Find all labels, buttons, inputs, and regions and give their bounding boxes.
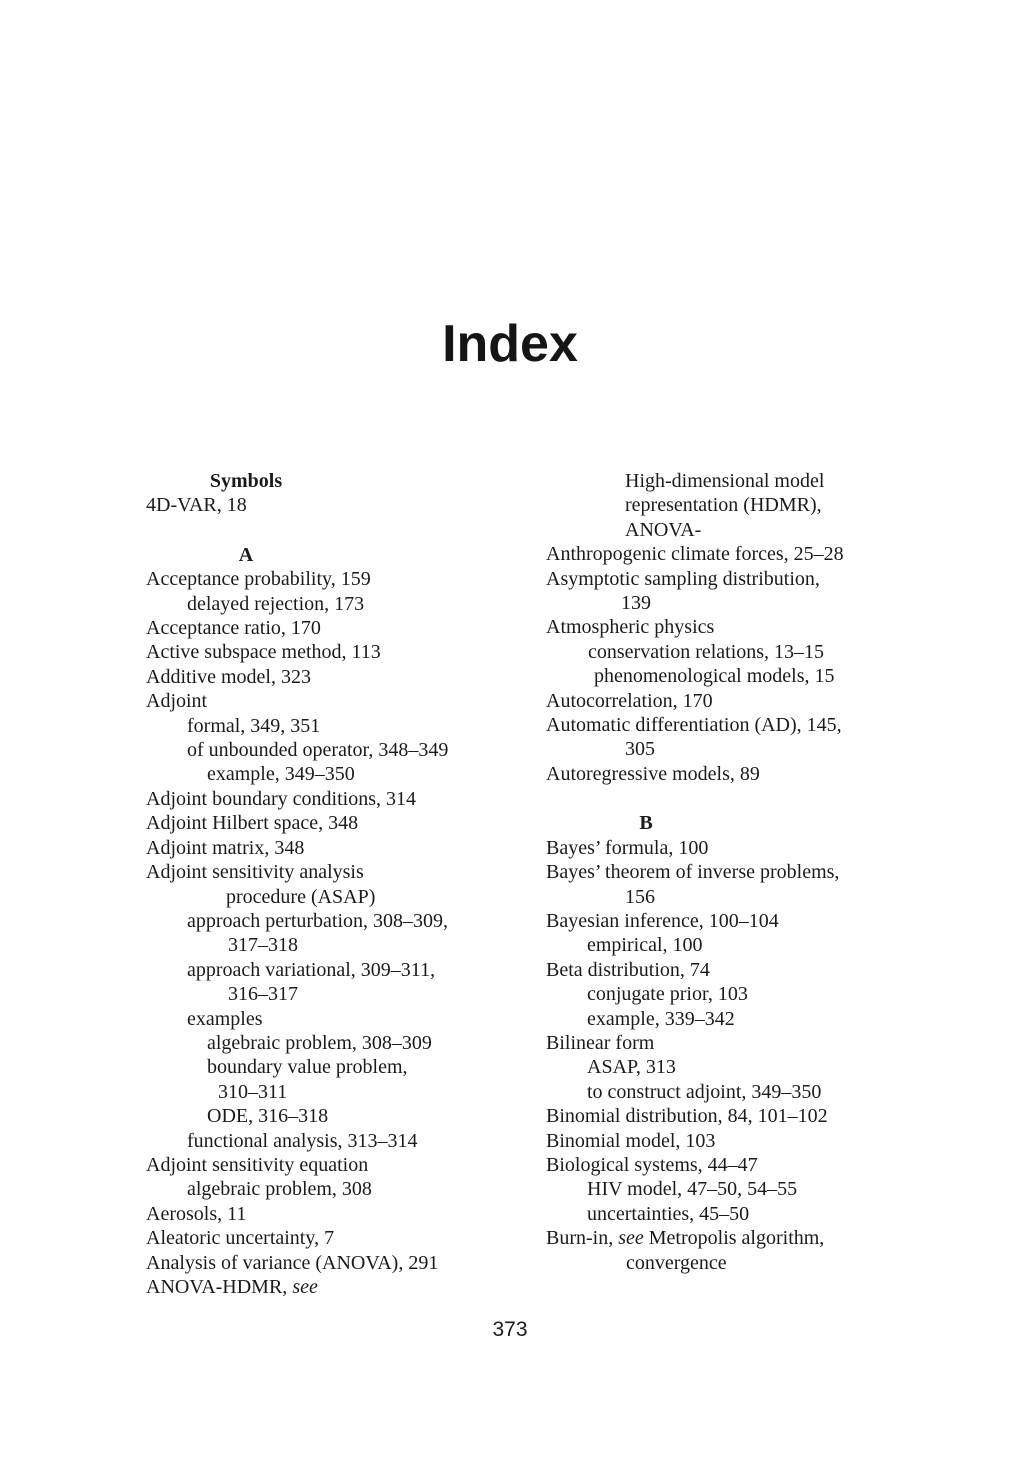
index-entry-line bbox=[546, 860, 936, 884]
index-entry-line bbox=[146, 1080, 536, 1104]
index-entry-line bbox=[546, 762, 936, 786]
entry-text: Bilinear form bbox=[546, 1031, 655, 1054]
index-entry-line bbox=[546, 885, 936, 909]
index-entry-line bbox=[546, 1104, 936, 1128]
entry-text: functional analysis, 313–314 bbox=[187, 1129, 418, 1152]
entry-text: formal, 349, 351 bbox=[187, 714, 321, 737]
index-entry-line bbox=[146, 1226, 536, 1250]
entry-text: Aleatoric uncertainty, 7 bbox=[146, 1227, 335, 1250]
index-entry-line bbox=[146, 1055, 536, 1079]
entry-text: Adjoint Hilbert space, 348 bbox=[146, 812, 359, 835]
index-entry-line bbox=[146, 762, 536, 786]
index-entry-line bbox=[146, 787, 536, 811]
page-number: 373 bbox=[492, 1318, 528, 1341]
index-entry-line bbox=[146, 811, 536, 835]
index-entry-line bbox=[146, 616, 536, 640]
entry-text: Adjoint bbox=[146, 690, 208, 713]
entry-text: 139 bbox=[621, 592, 651, 615]
index-entry-line bbox=[546, 1153, 936, 1177]
index-entry-line bbox=[146, 933, 536, 957]
entry-text: Burn-in, bbox=[546, 1227, 619, 1250]
entry-text: Binomial distribution, 84, 101–102 bbox=[546, 1105, 828, 1128]
index-entry-line bbox=[146, 592, 536, 616]
entry-text: Metropolis algorithm, bbox=[643, 1227, 825, 1250]
entry-text: of unbounded operator, 348–349 bbox=[187, 739, 449, 762]
entry-text: Binomial model, 103 bbox=[546, 1129, 716, 1152]
index-entry-line bbox=[546, 567, 936, 591]
index-entry-line bbox=[546, 1177, 936, 1201]
entry-text: approach variational, 309–311, bbox=[187, 958, 436, 981]
entry-text: ANOVA- bbox=[625, 518, 702, 541]
entry-text: 305 bbox=[625, 738, 655, 761]
entry-text: Automatic differentiation (AD), 145, bbox=[546, 714, 842, 737]
entry-text: conjugate prior, 103 bbox=[587, 983, 748, 1006]
index-entry-line bbox=[146, 665, 536, 689]
index-entry-line bbox=[546, 542, 936, 566]
index-entry-line bbox=[146, 1177, 536, 1201]
index-entry-line bbox=[546, 689, 936, 713]
entry-text: approach perturbation, 308–309, bbox=[187, 909, 449, 932]
index-entry-line bbox=[146, 1202, 536, 1226]
entry-text: A bbox=[238, 543, 254, 566]
entry-text: delayed rejection, 173 bbox=[187, 592, 365, 615]
index-entry-line bbox=[546, 493, 936, 517]
entry-text: Acceptance probability, 159 bbox=[146, 568, 371, 591]
entry-text: boundary value problem, bbox=[207, 1056, 408, 1079]
index-entry-line bbox=[146, 885, 536, 909]
entry-text: Acceptance ratio, 170 bbox=[146, 617, 321, 640]
index-entry-line bbox=[546, 1226, 936, 1250]
entry-text: Biological systems, 44–47 bbox=[546, 1153, 758, 1176]
entry-text: ANOVA-HDMR, bbox=[146, 1276, 293, 1298]
entry-text: uncertainties, 45–50 bbox=[587, 1202, 750, 1225]
entry-text: High-dimensional model bbox=[625, 470, 825, 492]
index-entry-line bbox=[546, 713, 936, 737]
cross-reference-see: see bbox=[618, 1227, 644, 1250]
index-entry-line bbox=[546, 518, 936, 542]
index-entry-line bbox=[146, 1031, 536, 1055]
index-entry-line bbox=[546, 1129, 936, 1153]
index-entry-line bbox=[546, 664, 936, 688]
index-entry-line bbox=[146, 493, 536, 517]
index-entry-line bbox=[146, 1104, 536, 1128]
entry-text: Adjoint sensitivity equation bbox=[146, 1153, 369, 1176]
entry-text: procedure (ASAP) bbox=[226, 885, 376, 908]
entry-text: algebraic problem, 308–309 bbox=[207, 1031, 432, 1054]
entry-text: 316–317 bbox=[228, 983, 298, 1006]
index-entry-line bbox=[146, 1007, 536, 1031]
entry-text: phenomenological models, 15 bbox=[594, 665, 835, 688]
index-entry-line bbox=[146, 567, 536, 591]
index-entry-line bbox=[146, 1251, 536, 1275]
entry-text: 156 bbox=[625, 885, 655, 908]
entry-text: representation (HDMR), bbox=[625, 494, 822, 517]
index-entry-line bbox=[146, 982, 536, 1006]
entry-text: examples bbox=[187, 1007, 263, 1030]
index-entry-line bbox=[546, 1031, 936, 1055]
page-title: Index bbox=[442, 315, 578, 373]
entry-text: Atmospheric physics bbox=[546, 616, 715, 639]
entry-text: Beta distribution, 74 bbox=[546, 958, 710, 981]
entry-text: Aerosols, 11 bbox=[146, 1202, 247, 1225]
index-entry-line bbox=[546, 615, 936, 639]
entry-text: 4D-VAR, 18 bbox=[146, 494, 247, 517]
entry-text: Symbols bbox=[209, 470, 283, 492]
index-entry-line bbox=[146, 909, 536, 933]
index-entry-line bbox=[546, 982, 936, 1006]
entry-text: Bayesian inference, 100–104 bbox=[546, 909, 779, 932]
entry-text: to construct adjoint, 349–350 bbox=[587, 1080, 822, 1103]
index-entry-line bbox=[546, 933, 936, 957]
entry-text: Bayes’ theorem of inverse problems, bbox=[546, 861, 840, 884]
index-entry-line bbox=[546, 737, 936, 761]
index-entry-line bbox=[146, 1275, 536, 1299]
entry-text: Autoregressive models, 89 bbox=[546, 762, 760, 785]
index-entry-line bbox=[146, 860, 536, 884]
entry-text: convergence bbox=[626, 1251, 727, 1274]
index-left-column bbox=[146, 469, 536, 1299]
index-entry-line bbox=[546, 469, 936, 493]
entry-text: Adjoint matrix, 348 bbox=[146, 836, 305, 859]
entry-text: Asymptotic sampling distribution, bbox=[546, 567, 820, 590]
entry-text: ODE, 316–318 bbox=[207, 1105, 329, 1128]
index-entry-line bbox=[546, 1080, 936, 1104]
entry-text: B bbox=[639, 812, 653, 835]
index-entry-line bbox=[546, 1007, 936, 1031]
index-entry-line bbox=[146, 836, 536, 860]
cross-reference-see: see bbox=[292, 1276, 318, 1298]
index-entry-line bbox=[546, 640, 936, 664]
entry-text: Adjoint sensitivity analysis bbox=[146, 861, 364, 884]
entry-text: conservation relations, 13–15 bbox=[588, 640, 825, 663]
entry-text: 317–318 bbox=[228, 934, 298, 957]
entry-text: Analysis of variance (ANOVA), 291 bbox=[146, 1251, 439, 1274]
index-entry-line bbox=[146, 714, 536, 738]
entry-text: empirical, 100 bbox=[587, 934, 703, 957]
index-entry-line bbox=[146, 1153, 536, 1177]
index-right-column bbox=[546, 469, 936, 1275]
index-entry-line bbox=[146, 689, 536, 713]
index-entry-line bbox=[146, 958, 536, 982]
index-entry-line bbox=[146, 738, 536, 762]
index-entry-line bbox=[546, 1202, 936, 1226]
index-entry-line bbox=[546, 1251, 936, 1275]
entry-text: HIV model, 47–50, 54–55 bbox=[587, 1178, 798, 1201]
entry-text: example, 339–342 bbox=[587, 1007, 735, 1030]
index-entry-line bbox=[546, 909, 936, 933]
index-entry-line bbox=[146, 1129, 536, 1153]
entry-text: Adjoint boundary conditions, 314 bbox=[146, 787, 416, 810]
entry-text: algebraic problem, 308 bbox=[187, 1178, 372, 1201]
index-group-heading bbox=[146, 469, 346, 493]
entry-text: Active subspace method, 113 bbox=[146, 641, 381, 664]
index-entry-line bbox=[546, 958, 936, 982]
entry-text: Anthropogenic climate forces, 25–28 bbox=[546, 543, 844, 566]
entry-text: Autocorrelation, 170 bbox=[546, 689, 713, 712]
index-group-heading bbox=[146, 543, 346, 567]
entry-text: ASAP, 313 bbox=[587, 1056, 676, 1079]
index-group-heading bbox=[546, 811, 746, 835]
index-entry-line bbox=[546, 1055, 936, 1079]
entry-text: Additive model, 323 bbox=[146, 665, 311, 688]
index-entry-line bbox=[546, 836, 936, 860]
index-entry-line bbox=[146, 640, 536, 664]
entry-text: 310–311 bbox=[218, 1080, 288, 1103]
entry-text: example, 349–350 bbox=[207, 763, 355, 786]
entry-text: Bayes’ formula, 100 bbox=[546, 836, 709, 859]
index-entry-line bbox=[546, 591, 936, 615]
